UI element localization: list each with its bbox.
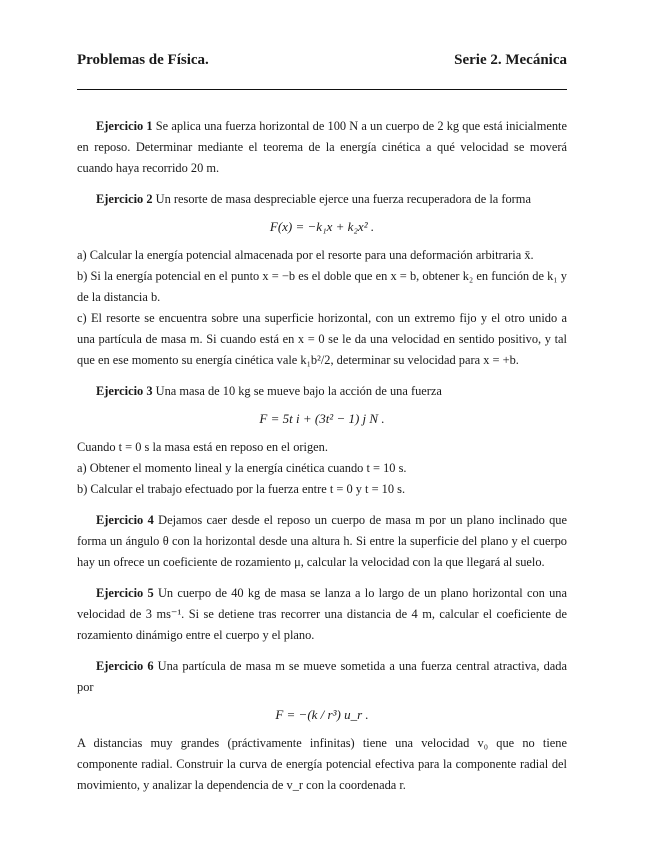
header <box>77 52 567 76</box>
exercise-5-label: Ejercicio 5 <box>96 586 154 600</box>
exercise-3-condition: Cuando t = 0 s la masa está en reposo en el origen. <box>77 440 328 454</box>
page <box>77 52 567 796</box>
exercise-5-text: Un cuerpo de 40 kg de masa se lanza a lo largo de un plano horizontal con una velocidad de 3 ms⁻¹. Si se detiene tras recorrer una distancia de 4 m, calcular el coeficiente de rozamiento dinámigo entre el cuerpo y el plano. <box>77 586 567 642</box>
exercise-6-label: Ejercicio 6 <box>96 659 154 673</box>
exercise-1-text: Se aplica una fuerza horizontal de 100 N a un cuerpo de 2 kg que está inicialmente en reposo. Determinar mediante el teorema de la energía cinética a qué velocidad se moverá cuando haya recorrido 20 m. <box>77 119 567 175</box>
exercise-3-equation: F = 5t i + (3t² − 1) j N . <box>259 411 385 426</box>
exercise-6-intro <box>77 656 567 698</box>
exercise-2-equation: F(x) = −k₁x + k₂x² . <box>269 219 375 234</box>
exercise-6-equation: F = −(k / r³) u_r . <box>275 707 369 722</box>
exercise-4-text: Dejamos caer desde el reposo un cuerpo de masa m por un plano inclinado que forma un ángulo θ con la horizontal desde una altura h. Si entre la superficie del plano y el cuerpo hay un ofrece un coeficiente de rozamiento μ, calcular la velocidad con la que llegará al suelo. <box>77 513 567 569</box>
exercise-3-item-a: a) Obtener el momento lineal y la energía cinética cuando t = 10 s. <box>77 461 407 475</box>
exercise-4-label: Ejercicio 4 <box>96 513 154 527</box>
exercise-1-label: Ejercicio 1 <box>96 119 153 133</box>
exercise-4 <box>77 510 567 573</box>
exercise-3-intro-text: Una masa de 10 kg se mueve bajo la acción de una fuerza <box>155 384 442 398</box>
header-right: Serie 2. Mecánica <box>454 52 567 68</box>
exercise-6-intro-text: Una partícula de masa m se mueve sometida a una fuerza central atractiva, dada por <box>77 659 567 694</box>
exercise-2-label: Ejercicio 2 <box>96 192 153 206</box>
exercise-1 <box>77 116 567 179</box>
exercise-6-text: A distancias muy grandes (práctivamente infinitas) tiene una velocidad v₀ que no tiene componente radial. Construir la curva de energía potencial efectiva para la componente radial del movimiento, y analizar la dependencia de v_r con la coordenada r. <box>77 736 567 792</box>
exercise-3-item-b: b) Calcular el trabajo efectuado por la fuerza entre t = 0 y t = 10 s. <box>77 482 406 496</box>
exercise-3-label: Ejercicio 3 <box>96 384 153 398</box>
exercise-2-intro-text: Un resorte de masa despreciable ejerce una fuerza recuperadora de la forma <box>155 192 531 206</box>
header-left: Problemas de Física. <box>77 52 209 68</box>
exercise-2-item-a: a) Calcular la energía potencial almacenada por el resorte para una deformación arbitraria x̄. <box>77 248 534 262</box>
exercise-3-intro <box>77 381 567 402</box>
exercise-5 <box>77 583 567 646</box>
exercise-2-intro <box>77 189 567 210</box>
exercise-2-item-c: c) El resorte se encuentra sobre una superficie horizontal, con un extremo fijo y el otro unido a una partícula de masa m. Si cuando está en x = 0 se le da una velocidad en sentido positivo, y tal que en ese momento su energía cinética vale k₁b²/2, determinar su velocidad para x = +b. <box>77 311 567 367</box>
exercise-2-item-b: b) Si la energía potencial en el punto x = −b es el doble que en x = b, obtener k₂ en función de k₁ y de la distancia b. <box>77 269 567 304</box>
